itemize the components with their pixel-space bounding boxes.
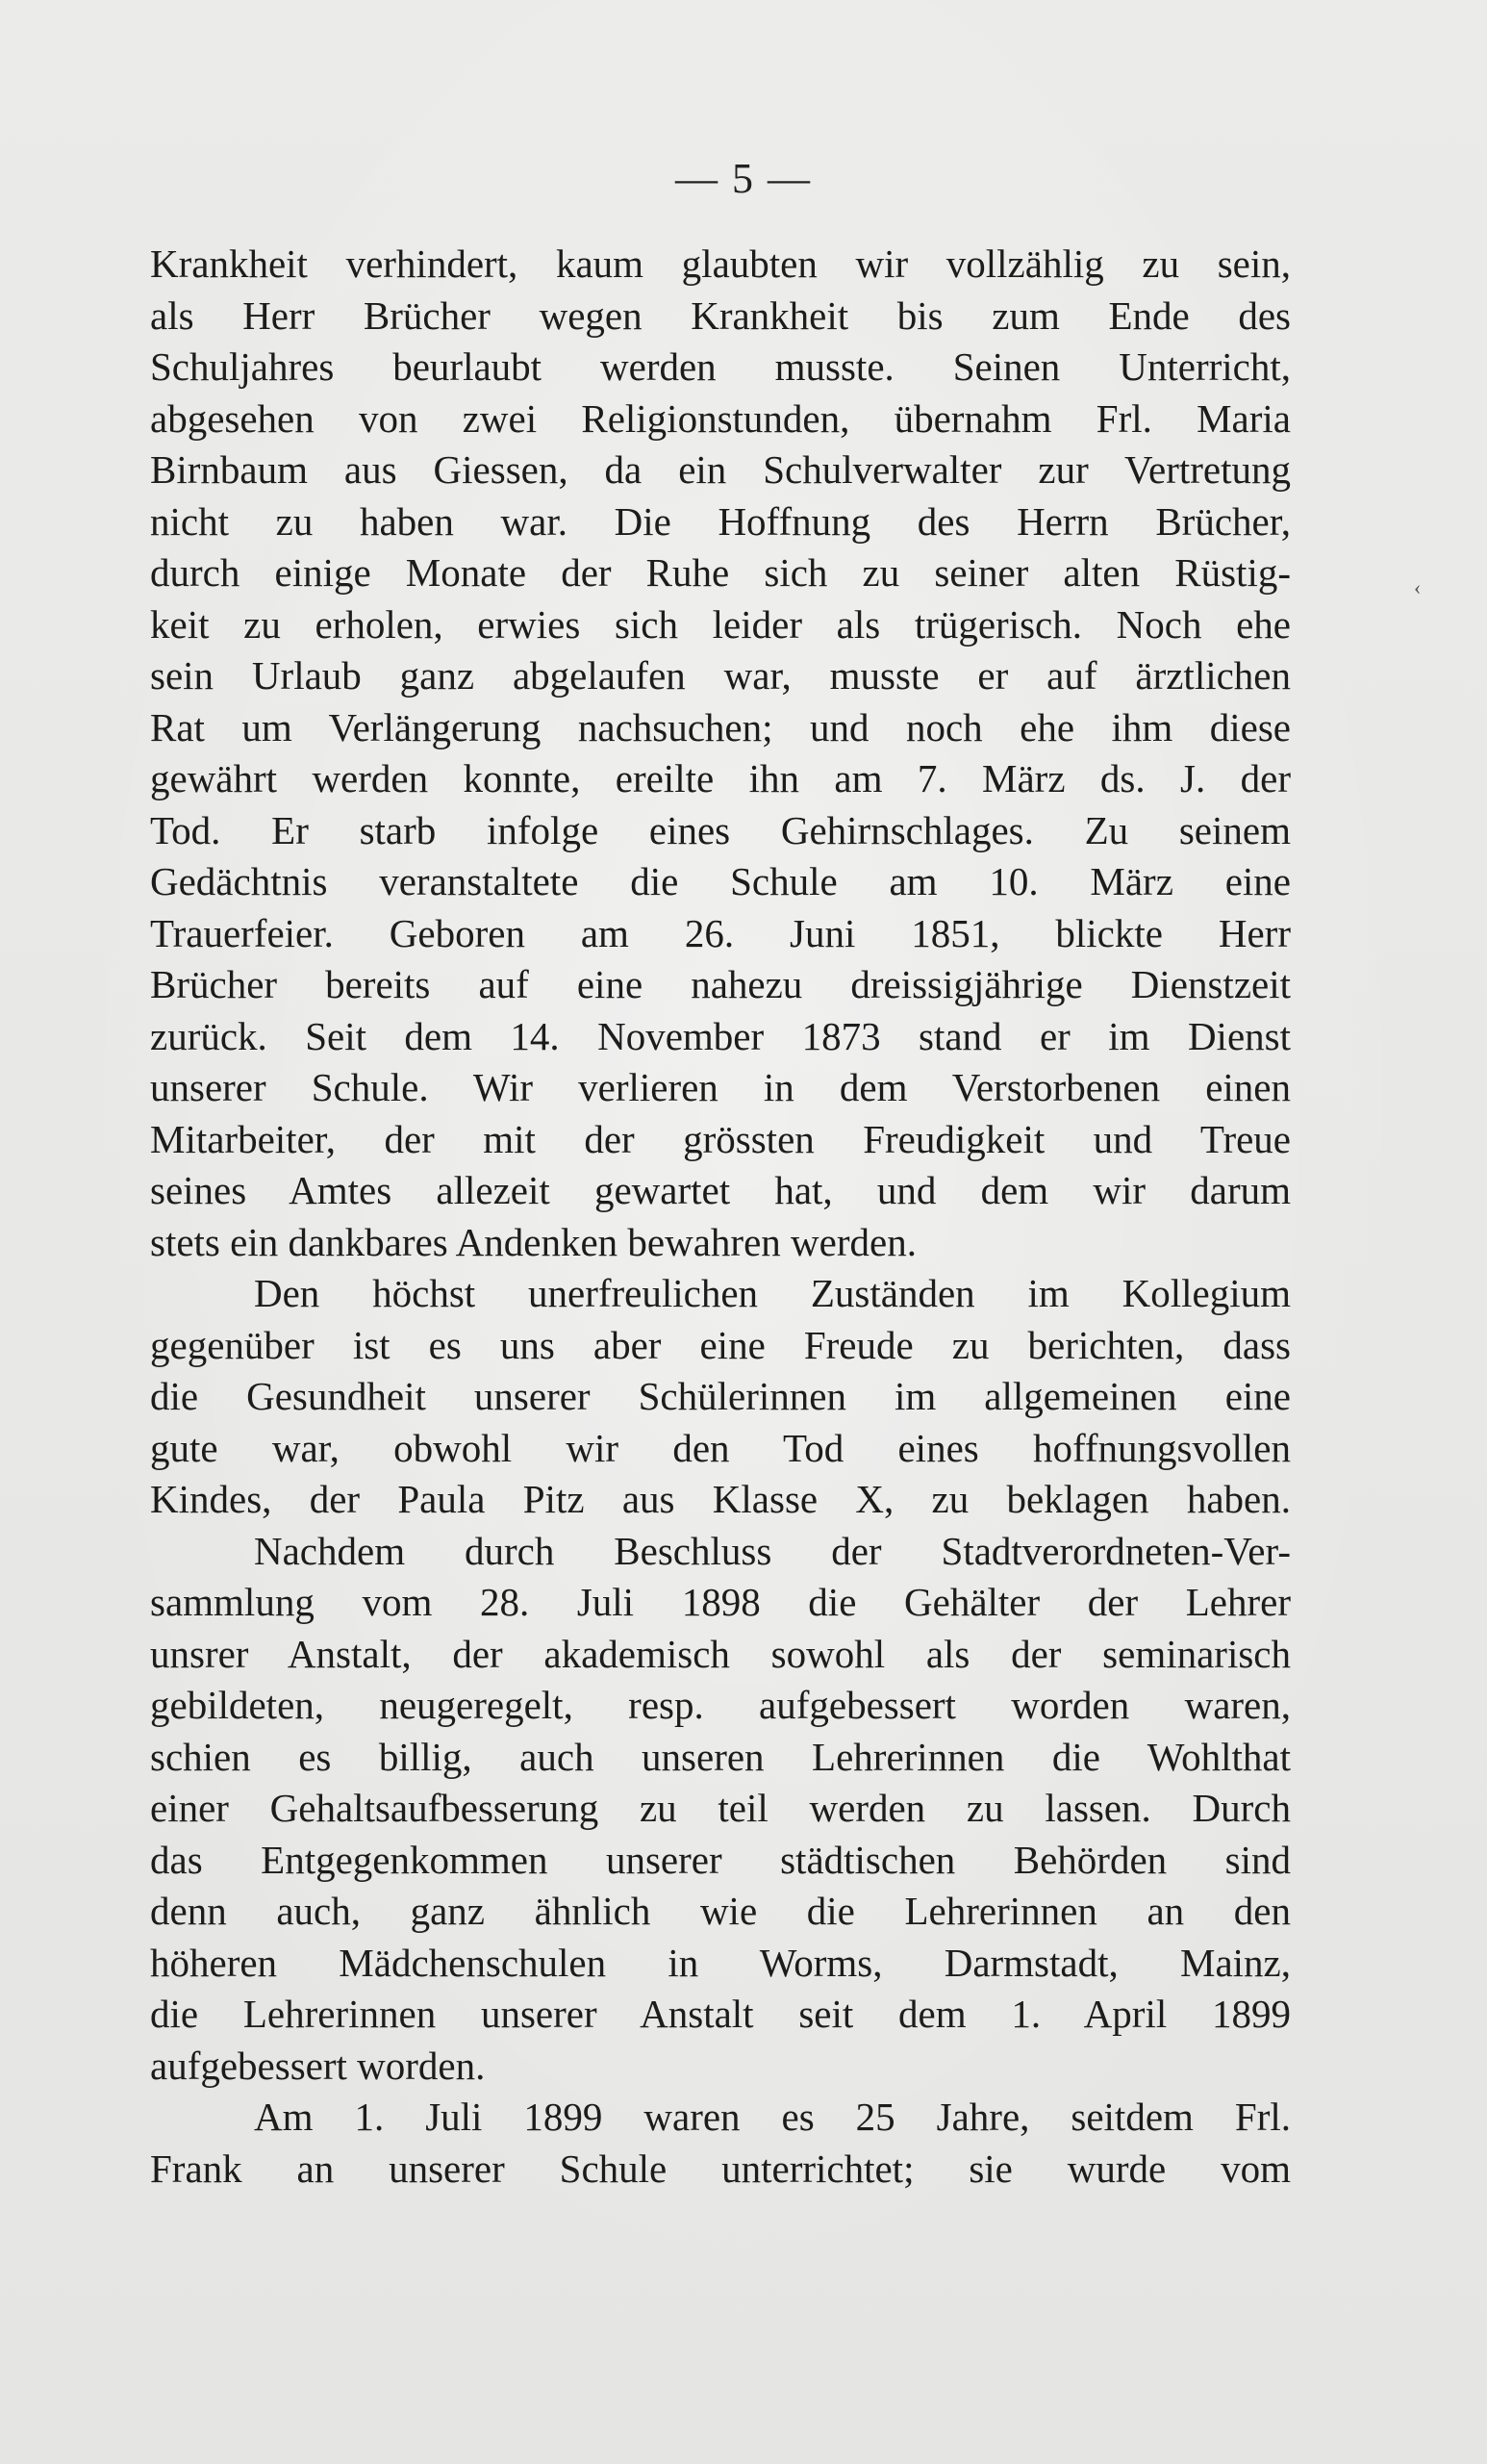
paragraph [150,1526,1291,2093]
text-line: die Lehrerinnen unserer Anstalt seit dem 1. April 1899 [150,1992,1291,2036]
text-line: gewährt werden konnte, ereilte ihn am 7. März ds. J. der [150,756,1291,800]
text-line: Trauerfeier. Geboren am 26. Juni 1851, blickte Herr [150,910,1291,955]
text-line: Mitarbeiter, der mit der grössten Freudigkeit und Treue [150,1116,1291,1161]
text-line: gegenüber ist es uns aber eine Freude zu berichten, dass [150,1322,1291,1367]
body-text [150,239,1291,2195]
text-line: durch einige Monate der Ruhe sich zu seiner alten Rüstig- [150,550,1291,595]
text-line: denn auch, ganz ähnlich wie die Lehrerinnen an den [150,1889,1291,1933]
text-line: einer Gehaltsaufbesserung zu teil werden zu lassen. Durch [150,1786,1291,1830]
text-line: zurück. Seit dem 14. November 1873 stand er im Dienst [150,1013,1291,1058]
text-line: Kindes, der Paula Pitz aus Klasse X, zu beklagen haben. [150,1477,1291,1521]
text-line: Den höchst unerfreulichen Zuständen im Kollegium [254,1271,1291,1315]
text-line: als Herr Brücher wegen Krankheit bis zum Ende des [150,292,1291,338]
text-line: Tod. Er starb infolge eines Gehirnschlages. Zu seinem [150,807,1291,852]
text-line: sein Urlaub ganz abgelaufen war, musste er auf ärztlichen [150,653,1291,698]
page-number: — 5 — [675,155,812,202]
text-line: unsrer Anstalt, der akademisch sowohl als der seminarisch [150,1631,1291,1676]
text-line: die Gesundheit unserer Schülerinnen im allgemeinen eine [150,1374,1291,1418]
text-line: Frank an unserer Schule unterrichtet; sie wurde vom [150,2146,1291,2191]
text-line: höheren Mädchenschulen in Worms, Darmstadt, Mainz, [150,1940,1291,1985]
paragraph [150,2092,1291,2195]
text-line: Nachdem durch Beschluss der Stadtverordneten-Ver- [254,1528,1291,1573]
text-line: das Entgegenkommen unserer städtischen Behörden sind [150,1837,1291,1882]
text-line: Krankheit verhindert, kaum glaubten wir vollzählig zu sein, [150,241,1291,286]
text-line: Brücher bereits auf eine nahezu dreissigjährige Dienstzeit [150,962,1291,1006]
text-line: sammlung vom 28. Juli 1898 die Gehälter der Lehrer [150,1580,1291,1624]
text-line: keit zu erholen, erwies sich leider als trügerisch. Noch ehe [150,601,1291,647]
paragraph [150,239,1291,1268]
paragraph [150,1268,1291,1526]
text-line: Rat um Verlängerung nachsuchen; und noch ehe ihm diese [150,704,1291,749]
text-line: nicht zu haben war. Die Hoffnung des Herrn Brücher, [150,498,1291,544]
text-line: abgesehen von zwei Religionstunden, übernahm Frl. Maria [150,395,1291,441]
text-line: Am 1. Juli 1899 waren es 25 Jahre, seitdem Frl. [254,2095,1291,2139]
margin-mark: ‹ [1414,575,1422,599]
text-line: seines Amtes allezeit gewartet hat, und dem wir darum [150,1168,1291,1212]
text-line: aufgebessert worden. [150,2043,486,2088]
text-line: gebildeten, neugeregelt, resp. aufgebessert worden waren, [150,1683,1291,1727]
text-line: gute war, obwohl wir den Tod eines hoffnungsvollen [150,1425,1291,1470]
text-line: Gedächtnis veranstaltete die Schule am 10. März eine [150,859,1291,903]
text-line: stets ein dankbares Andenken bewahren werden. [150,1219,917,1264]
text-line: unserer Schule. Wir verlieren in dem Verstorbenen einen [150,1065,1291,1109]
text-line: Schuljahres beurlaubt werden musste. Seinen Unterricht, [150,344,1291,389]
text-line: Birnbaum aus Giessen, da ein Schulverwalter zur Vertretung [150,447,1291,492]
text-line: schien es billig, auch unseren Lehrerinnen die Wohlthat [150,1734,1291,1779]
